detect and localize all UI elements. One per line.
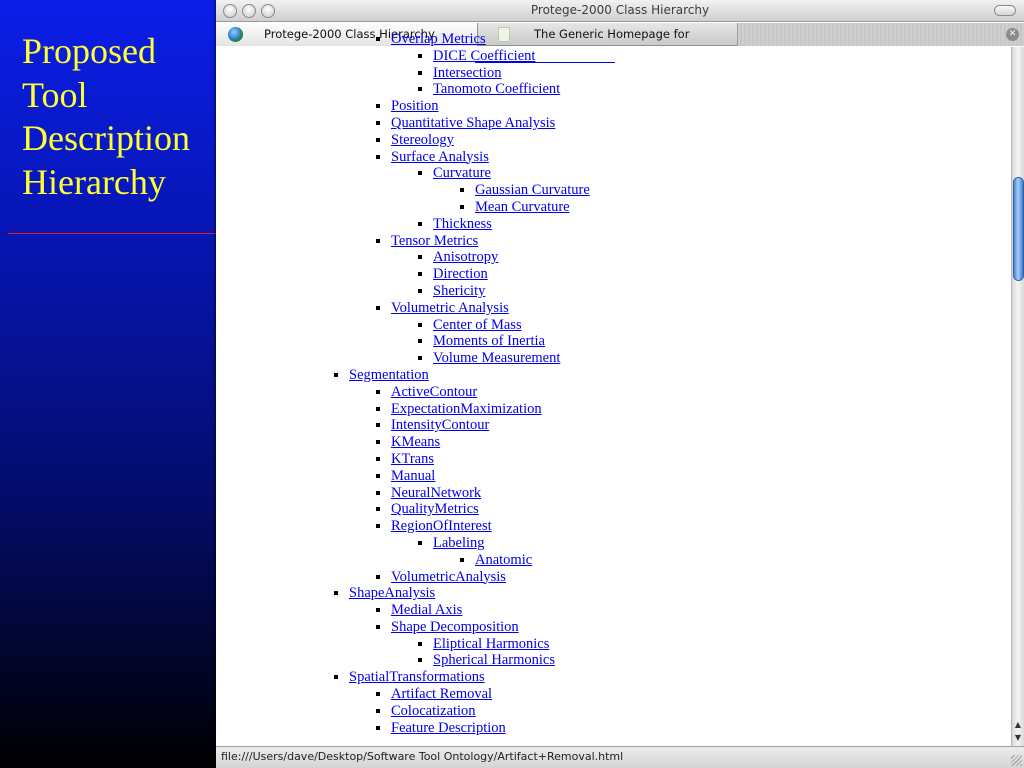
hierarchy-list	[391, 48, 1011, 98]
hierarchy-link[interactable]: Shape Decomposition	[391, 618, 519, 635]
hierarchy-item	[391, 300, 1011, 367]
hierarchy-list	[391, 165, 1011, 232]
hierarchy-item	[433, 535, 1011, 569]
hierarchy-item	[391, 417, 1011, 434]
hierarchy-link[interactable]: Volumetric Analysis	[391, 299, 509, 316]
hierarchy-link[interactable]: Surface Analysis	[391, 148, 489, 165]
hierarchy-item	[391, 115, 1011, 132]
slide-title-line: Description	[22, 118, 190, 158]
hierarchy-list	[216, 31, 1011, 736]
hierarchy-item	[391, 569, 1011, 586]
hierarchy-item	[391, 703, 1011, 720]
hierarchy-item	[391, 132, 1011, 149]
hierarchy-list	[391, 317, 1011, 367]
scroll-down-arrow-icon[interactable]: ▼	[1014, 733, 1022, 742]
hierarchy-link[interactable]: Quantitative Shape Analysis	[391, 114, 556, 131]
hierarchy-link[interactable]: Artifact Removal	[391, 686, 493, 703]
hierarchy-link[interactable]: Moments of Inertia	[433, 333, 545, 350]
hierarchy-link[interactable]: IntensityContour	[391, 417, 490, 434]
hierarchy-link[interactable]: Gaussian Curvature	[475, 182, 590, 199]
hierarchy-item	[391, 384, 1011, 401]
tab-label: Protege-2000 Class Hierarchy	[264, 27, 435, 41]
close-tab-icon[interactable]: ✕	[1006, 28, 1019, 41]
hierarchy-item	[391, 434, 1011, 451]
hierarchy-link[interactable]: ActiveContour	[391, 383, 478, 400]
hierarchy-link[interactable]: Mean Curvature	[475, 198, 570, 215]
slide-title	[22, 30, 222, 204]
hierarchy-item	[475, 182, 1011, 199]
hierarchy-item	[433, 333, 1011, 350]
hierarchy-item	[433, 48, 1011, 65]
hierarchy-link[interactable]: Feature Description	[391, 719, 506, 736]
slide-title-line: Tool	[22, 74, 88, 115]
resize-grip-icon[interactable]	[1011, 755, 1022, 766]
hierarchy-link[interactable]: Thickness	[433, 215, 492, 232]
hierarchy-link[interactable]: Anatomic	[475, 551, 533, 568]
hierarchy-item	[391, 602, 1011, 619]
hierarchy-link[interactable]: Labeling	[433, 534, 485, 551]
hierarchy-link[interactable]: Direction	[433, 266, 488, 283]
hierarchy-link[interactable]: Spherical Harmonics	[433, 652, 556, 669]
status-bar	[216, 746, 1024, 768]
hierarchy-item	[433, 81, 1011, 98]
hierarchy-list	[391, 636, 1011, 670]
hierarchy-link[interactable]: Anisotropy	[433, 249, 499, 266]
hierarchy-item	[349, 367, 1011, 585]
hierarchy-link[interactable]: Center of Mass	[433, 316, 522, 333]
hierarchy-link[interactable]: Position	[391, 98, 439, 115]
hierarchy-item	[391, 233, 1011, 300]
hierarchy-item	[433, 165, 1011, 215]
class-hierarchy-tree	[216, 31, 1011, 736]
hierarchy-item	[433, 216, 1011, 233]
hierarchy-item	[349, 31, 1011, 367]
hierarchy-item	[391, 451, 1011, 468]
window-title: Protege-2000 Class Hierarchy	[530, 3, 710, 17]
hierarchy-item	[391, 518, 1011, 568]
hierarchy-list	[349, 384, 1011, 586]
hierarchy-list	[349, 686, 1011, 736]
browser-window	[216, 0, 1024, 768]
hierarchy-item	[391, 31, 1011, 98]
hierarchy-item	[433, 249, 1011, 266]
hierarchy-link[interactable]: Shericity	[433, 282, 486, 299]
hierarchy-item	[433, 317, 1011, 334]
hierarchy-item	[391, 501, 1011, 518]
hierarchy-list	[391, 249, 1011, 299]
hierarchy-link[interactable]: DICE Coefficient	[433, 47, 536, 64]
hierarchy-list	[349, 602, 1011, 669]
hierarchy-link[interactable]: Manual	[391, 467, 436, 484]
slide-title-line: Proposed	[22, 31, 156, 71]
hierarchy-link[interactable]: Colocatization	[391, 702, 476, 719]
hierarchy-link[interactable]: Eliptical Harmonics	[433, 635, 550, 652]
hierarchy-link[interactable]: Segmentation	[349, 366, 429, 383]
hierarchy-link[interactable]: Stereology	[391, 131, 454, 148]
hierarchy-item	[433, 266, 1011, 283]
hierarchy-link[interactable]: NeuralNetwork	[391, 484, 482, 501]
status-url: file:///Users/dave/Desktop/Software Tool Ontology/Artifact+Removal.html	[221, 750, 624, 763]
hierarchy-link[interactable]: ExpectationMaximization	[391, 400, 542, 417]
hierarchy-item	[475, 552, 1011, 569]
hierarchy-item	[349, 669, 1011, 736]
hierarchy-link[interactable]: SpatialTransformations	[349, 669, 485, 686]
hierarchy-link[interactable]: KMeans	[391, 434, 441, 451]
hierarchy-link[interactable]: Volume Measurement	[433, 350, 561, 367]
hierarchy-link[interactable]: QualityMetrics	[391, 501, 479, 518]
hierarchy-link[interactable]: Overlap Metrics	[391, 31, 486, 47]
hierarchy-link[interactable]: Curvature	[433, 165, 491, 182]
hierarchy-item	[475, 199, 1011, 216]
hierarchy-list	[433, 552, 1011, 569]
vertical-scrollbar[interactable]	[1011, 47, 1024, 746]
hierarchy-item	[391, 686, 1011, 703]
hierarchy-link[interactable]: VolumetricAnalysis	[391, 568, 506, 585]
hierarchy-item	[433, 652, 1011, 669]
hierarchy-list	[349, 31, 1011, 367]
hierarchy-link[interactable]: KTrans	[391, 450, 434, 467]
hierarchy-item	[391, 468, 1011, 485]
hierarchy-link[interactable]: RegionOfInterest	[391, 518, 492, 535]
window-titlebar[interactable]	[216, 0, 1024, 22]
hierarchy-link[interactable]: Tanomoto Coefficient	[433, 81, 561, 98]
hierarchy-item	[349, 585, 1011, 669]
hierarchy-item	[433, 350, 1011, 367]
hierarchy-item	[391, 401, 1011, 418]
hierarchy-item	[391, 619, 1011, 669]
hierarchy-item	[433, 283, 1011, 300]
hierarchy-item	[391, 485, 1011, 502]
hierarchy-link[interactable]: Medial Axis	[391, 602, 463, 619]
slide-title-line: Hierarchy	[22, 161, 166, 202]
hierarchy-link[interactable]: ShapeAnalysis	[349, 585, 436, 602]
scroll-up-arrow-icon[interactable]: ▲	[1014, 720, 1022, 729]
toolbar-toggle-button[interactable]	[994, 5, 1016, 16]
hierarchy-list	[433, 182, 1011, 216]
hierarchy-item	[433, 636, 1011, 653]
hierarchy-item	[433, 65, 1011, 82]
hierarchy-link[interactable]: Intersection	[433, 64, 502, 81]
hierarchy-item	[391, 149, 1011, 233]
hierarchy-item	[391, 98, 1011, 115]
hierarchy-link[interactable]: Tensor Metrics	[391, 232, 479, 249]
hierarchy-item	[391, 720, 1011, 737]
scrollbar-thumb[interactable]	[1013, 177, 1024, 281]
hierarchy-list	[391, 535, 1011, 569]
tab-label: The Generic Homepage for	[534, 27, 690, 41]
slide-divider	[8, 233, 218, 234]
